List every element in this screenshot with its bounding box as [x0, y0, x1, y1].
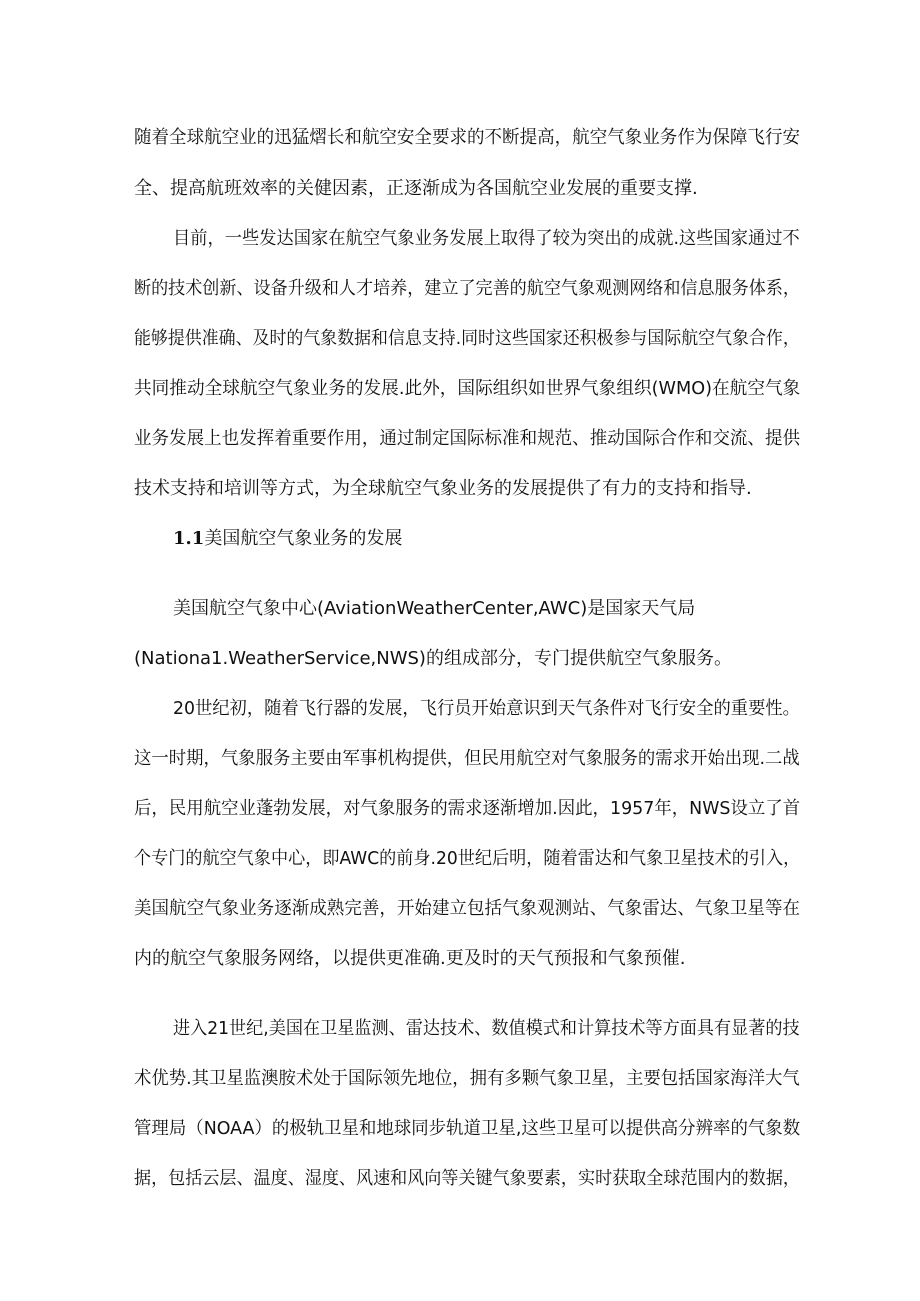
paragraph-line: 这一时期，气象服务主要由军事机构提供，但民用航空对气象服务的需求开始出现.二战 [134, 748, 800, 769]
paragraph-line: 全、提高航班效率的关健因素，正逐渐成为各国航空业发展的重要支撑. [134, 178, 698, 199]
paragraph-line: 目前，一些发达国家在航空气象业务发展上取得了较为突出的成就.这些国家通过不 [173, 228, 800, 249]
paragraph-line: 据，包括云层、温度、湿度、风速和风向等关键气象要素，实时获取全球范围内的数据， [134, 1168, 800, 1189]
paragraph-line: 内的航空气象服务网络，以提供更准确.更及时的天气预报和气象预催. [134, 948, 686, 969]
paragraph-line: 美国航空气象中心(AviationWeatherCenter,AWC)是国家天气局 [173, 598, 696, 619]
paragraph-line: 后，民用航空业蓬勃发展，对气象服务的需求逐渐增加.因此，1957年，NWS设立了首 [134, 798, 801, 819]
paragraph-line: 管理局（NOAA）的极轨卫星和地球同步轨道卫星,这些卫星可以提供高分辨率的气象数 [134, 1118, 801, 1139]
paragraph-line: 断的技术创新、设备升级和人才培养，建立了完善的航空气象观测网络和信息服务体系， [134, 278, 800, 299]
paragraph-line: 业务发展上也发挥着重要作用，通过制定国际标准和规范、推动国际合作和交流、提供 [134, 428, 801, 449]
paragraph-line: 技术支持和培训等方式，为全球航空气象业务的发展提供了有力的支持和指导. [134, 478, 752, 499]
paragraph-line: 共同推动全球航空气象业务的发展.此外，国际组织如世界气象组织(WMO)在航空气象 [134, 378, 801, 399]
section-number: 1.1 [173, 528, 205, 549]
paragraph-line: 术优势.其卫星监澳胺术处于国际领先地位，拥有多颗气象卫星，主要包括国家海洋大气 [134, 1068, 800, 1089]
paragraph-line: 进入21世纪,美国在卫星监测、雷达技术、数值模式和计算技术等方面具有显著的技 [173, 1018, 800, 1039]
paragraph-line: 能够提供准确、及时的气象数据和信息支持.同时这些国家还积极参与国际航空气象合作， [134, 328, 800, 349]
paragraph-line: 20世纪初，随着飞行器的发展，飞行员开始意识到天气条件对飞行安全的重要性。 [173, 698, 800, 719]
section-title: 美国航空气象业务的发展 [204, 528, 403, 549]
paragraph-line: 美国航空气象业务逐渐成熟完善，开始建立包括气象观测站、气象雷达、气象卫星等在 [134, 898, 801, 919]
paragraph-line: 个专门的航空气象中心，即AWC的前身.20世纪后明，随着雷达和气象卫星技术的引入， [134, 848, 801, 869]
paragraph-line: (Nationa1.WeatherService,NWS)的组成部分，专门提供航空气象服务。 [134, 648, 732, 669]
section-heading [173, 526, 402, 552]
paragraph-line: 随着全球航空业的迅猛熠长和航空安全要求的不断提高，航空气象业务作为保障飞行安 [134, 127, 801, 148]
